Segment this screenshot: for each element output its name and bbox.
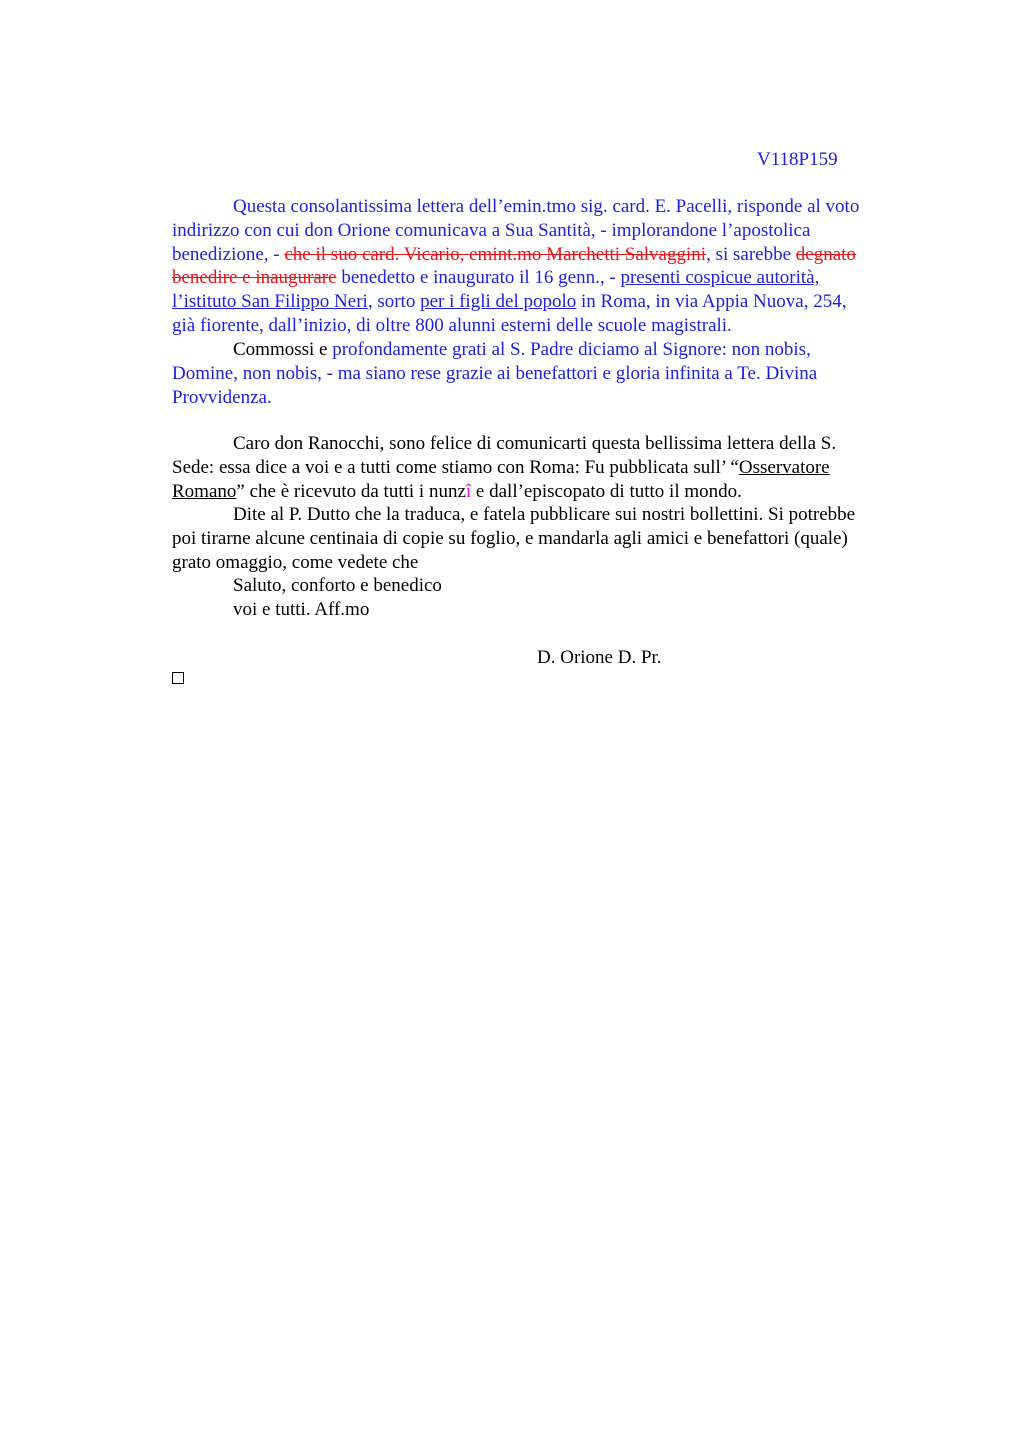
- p1-line-1: Questa consolantissima lettera dell’emin.tmo sig. card. E. Pacelli, risponde al voto: [233, 196, 860, 217]
- paragraph-1: [172, 195, 918, 338]
- p1-l5-text: , sorto: [367, 291, 421, 313]
- p3-l2-text: Sede: essa dice a voi e a tutti come stiamo con Roma: Fu pubblicata sull’ “: [172, 456, 739, 478]
- p4-line-3: grato omaggio, come vedete che: [172, 551, 419, 573]
- p1-line-3: [172, 243, 918, 267]
- closing-line-2: voi e tutti. Aff.mo: [233, 599, 370, 621]
- p3-line-2: [172, 456, 918, 480]
- p4-line-1: Dite al P. Dutto che la traduca, e fatela pubblicare sui nostri bollettini. Si potrebbe: [233, 504, 856, 525]
- p1-line-2: indirizzo con cui don Orione comunicava a Sua Santità, - implorandone l’apostolica: [172, 219, 811, 241]
- p4-line-2: poi tirarne alcune centinaia di copie su foglio, e mandarla agli amici e benefattori (quale): [172, 527, 848, 549]
- p1-l5-underlined-2: per i figli del popolo: [420, 291, 577, 313]
- p3-l3-text-2: e dall’episcopato di tutto il mondo.: [471, 480, 742, 502]
- p2-line-1: [172, 338, 918, 362]
- p1-line-5: [172, 290, 918, 314]
- closing-line-1: Saluto, conforto e benedico: [233, 575, 442, 597]
- p2-line-3: Provvidenza.: [172, 386, 272, 408]
- p1-l5-text-2: in Roma, in via Appia Nuova, 254,: [576, 291, 847, 313]
- paragraph-4: [172, 503, 918, 622]
- p1-l5-underlined: l’istituto San Filippo Neri: [172, 291, 368, 313]
- p2-l1-text: Commossi e: [233, 339, 333, 360]
- p1-l3-text: benedizione, -: [172, 243, 285, 265]
- p3-l2-underlined: Osservatore: [738, 456, 830, 478]
- p3-line-1: Caro don Ranocchi, sono felice di comunicarti questa bellissima lettera della S.: [233, 433, 837, 454]
- p2-l1-added: profondamente grati al S. Padre diciamo al Signore: non nobis,: [332, 339, 811, 360]
- p1-l4-deleted: benedire e inaugurare: [172, 267, 337, 289]
- p1-l4-underlined: presenti cospicue autorità,: [620, 267, 820, 289]
- p3-l3-text: ” che è ricevuto da tutti i nunz: [236, 480, 466, 502]
- p3-line-3: [172, 480, 918, 504]
- p1-l4-text: benedetto e inaugurato il 16 genn., -: [336, 267, 621, 289]
- paragraph-3: [172, 432, 918, 503]
- p3-l3-marker: î: [465, 480, 472, 502]
- p1-line-4: [172, 266, 918, 290]
- checkbox-square-icon: [172, 672, 184, 684]
- p1-l3-deleted-2: degnato: [795, 243, 856, 265]
- signature: D. Orione D. Pr.: [537, 647, 662, 668]
- p1-l3-text-2: , si sarebbe: [706, 243, 796, 265]
- page-id: V118P159: [757, 149, 838, 170]
- paragraph-2: [172, 338, 918, 409]
- p1-l3-deleted: che il suo card. Vicario, emint.mo Marchetti Salvaggini: [284, 243, 707, 265]
- p3-l3-underlined: Romano: [172, 480, 237, 502]
- p2-line-2: Domine, non nobis, - ma siano rese grazie ai benefattori e gloria infinita a Te. Divina: [172, 362, 818, 384]
- p1-line-6: già fiorente, dall’inizio, di oltre 800 alunni esterni delle scuole magistrali.: [172, 314, 732, 336]
